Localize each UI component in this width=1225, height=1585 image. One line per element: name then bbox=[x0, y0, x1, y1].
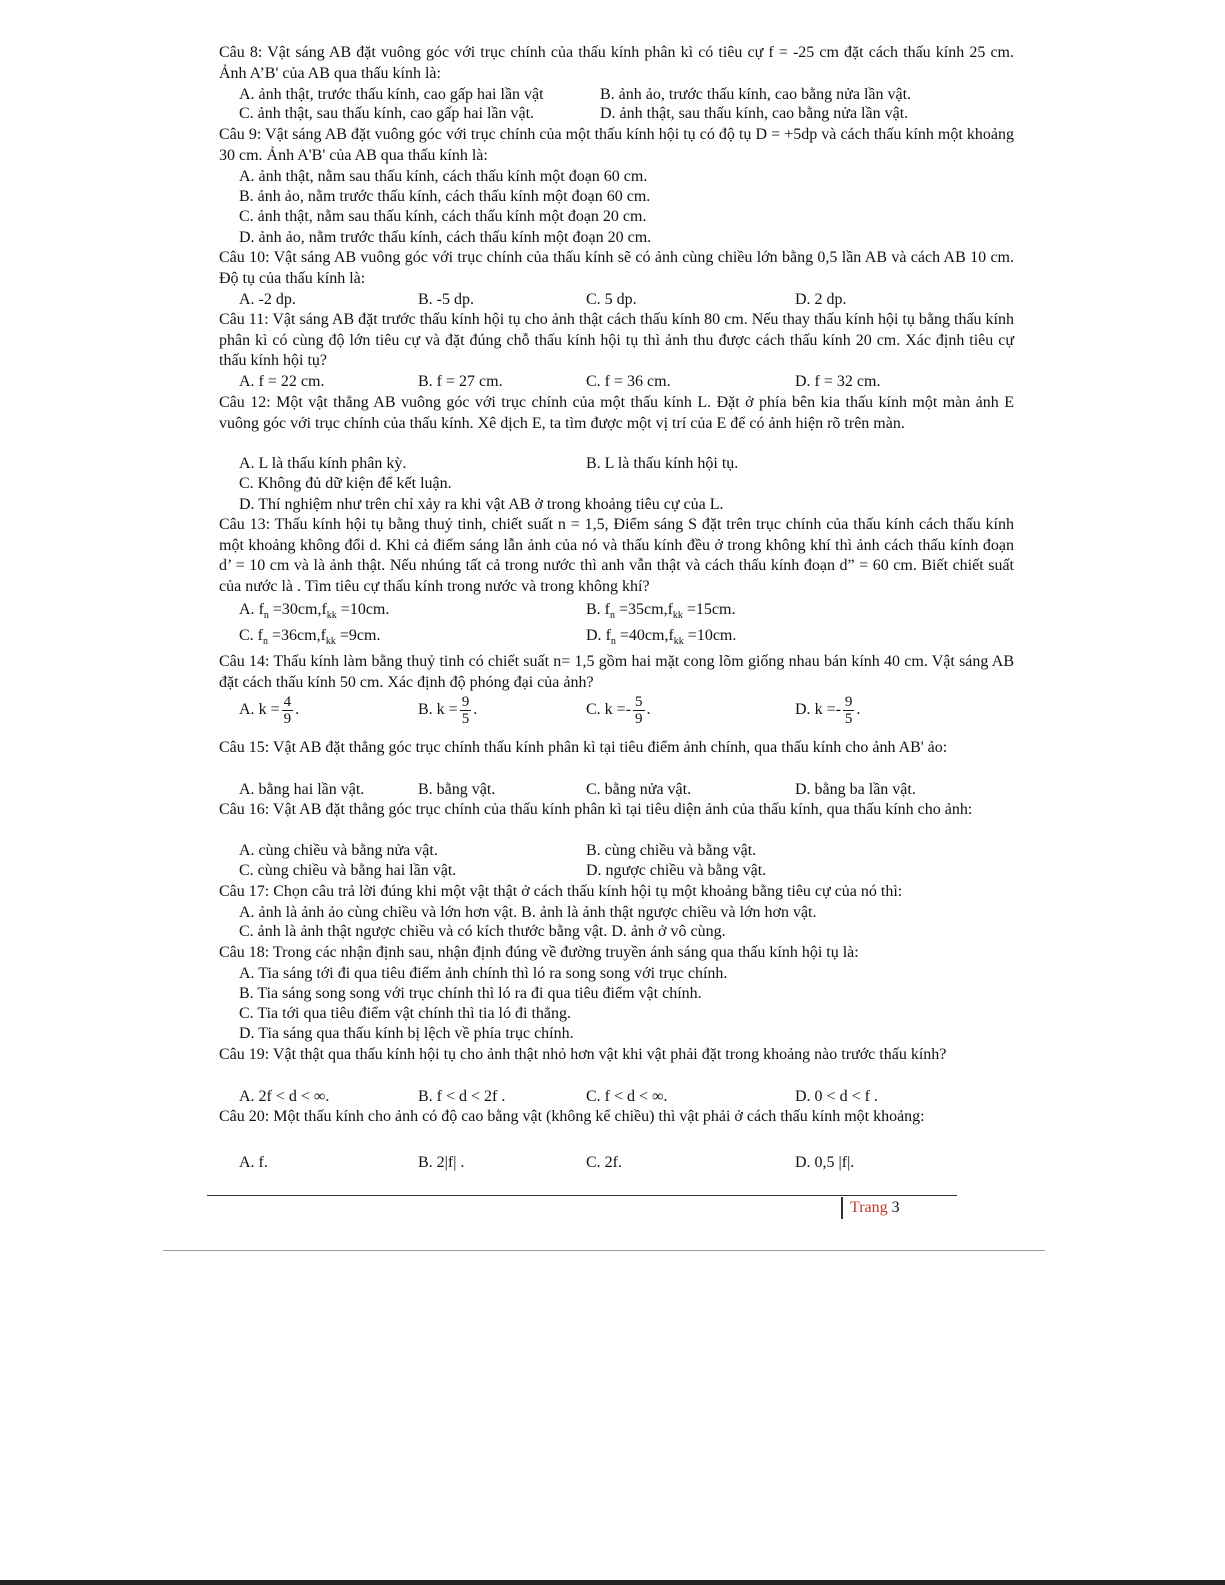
question-13-stem: Câu 13: Thấu kính hội tụ bằng thuỷ tinh, chiết suất n = 1,5, Điểm sáng S đặt trên trục chính của thấu kính cách thấu kính một khoảng không đổi d. Khi cả điểm sáng lẫn ảnh của nó và thấu kính đều ở trong không khí thì ảnh cách thấu kính đoạn d’ = 10 cm và là ảnh thật. Nếu nhúng tất cả trong nước thì anh vẫn thật và cách thấu kính đoạn d” = 60 cm. Biết chiết suất của nước là . Tìm tiêu cự thấu kính trong nước và trong không khí? bbox=[219, 516, 1014, 595]
question-8-option-d: D. ảnh thật, sau thấu kính, cao bằng nửa lần vật. bbox=[600, 105, 909, 122]
question-8-option-c: C. ảnh thật, sau thấu kính, cao gấp hai lần vật. bbox=[239, 105, 535, 122]
question-11-option-d: D. f = 32 cm. bbox=[795, 373, 881, 390]
question-9-option-c: C. ảnh thật, nằm sau thấu kính, cách thấu kính một đoạn 20 cm. bbox=[239, 208, 647, 225]
question-15-option-b: B. bằng vật. bbox=[418, 781, 496, 798]
question-9-option-d: D. ảnh ảo, nằm trước thấu kính, cách thấu kính một đoạn 20 cm. bbox=[239, 229, 652, 246]
fraction: $\frac{4}{9}$ bbox=[283, 694, 292, 727]
question-13-option-a: A. $f_n =30cm,f_{kk} =10cm$. bbox=[239, 601, 390, 622]
question-17-options-cd: C. ảnh là ảnh thật ngược chiều và có kích thước bằng vật. D. ảnh ở vô cùng. bbox=[239, 923, 726, 940]
question-12-option-d: D. Thí nghiệm như trên chỉ xảy ra khi vật AB ở trong khoảng tiêu cự của L. bbox=[239, 496, 724, 513]
question-8-stem: Câu 8: Vật sáng AB đặt vuông góc với trục chính của thấu kính phân kì có tiêu cự f = -25 cm đặt cách thấu kính 25 cm. Ảnh A’B' của AB qua thấu kính là: bbox=[219, 44, 1014, 82]
question-9-option-a: A. ảnh thật, nằm sau thấu kính, cách thấu kính một đoạn 60 cm. bbox=[239, 168, 648, 185]
question-20-option-c: C. 2f. bbox=[586, 1154, 622, 1171]
question-9-stem: Câu 9: Vật sáng AB đặt vuông góc với trục chính của một thấu kính hội tụ có độ tụ D = +5dp và cách thấu kính một khoảng 30 cm. Ảnh A'B' của AB qua thấu kính là: bbox=[219, 126, 1014, 164]
question-19-stem: Câu 19: Vật thật qua thấu kính hội tụ cho ảnh thật nhỏ hơn vật khi vật phải đặt trong khoảng nào trước thấu kính? bbox=[219, 1046, 947, 1063]
question-19-option-a: A. 2f < d < ∞. bbox=[239, 1088, 330, 1105]
question-9-option-b: B. ảnh ảo, nằm trước thấu kính, cách thấu kính một đoạn 60 cm. bbox=[239, 188, 651, 205]
question-14-option-a: A. k = $\frac{4}{9}$ . bbox=[239, 694, 300, 727]
question-14-stem: Câu 14: Thấu kính làm bằng thuỷ tinh có chiết suất n= 1,5 gồm hai mặt cong lõm giống nhau bán kính 40 cm. Vật sáng AB đặt cách thấu kính 50 cm. Xác định độ phóng đại của ảnh? bbox=[219, 653, 1014, 691]
question-18-stem: Câu 18: Trong các nhận định sau, nhận định đúng về đường truyền ánh sáng qua thấu kính hội tụ là: bbox=[219, 944, 859, 961]
question-13-option-c: C. $f_n =36cm,f_{kk} =9cm$. bbox=[239, 627, 381, 648]
question-15-stem: Câu 15: Vật AB đặt thẳng góc trục chính thấu kính phân kì tại tiêu điểm ảnh chính, qua thấu kính cho ảnh AB' ảo: bbox=[219, 739, 948, 756]
question-18-option-b: B. Tia sáng song song với trục chính thì ló ra đi qua tiêu điểm vật chính. bbox=[239, 985, 702, 1002]
question-10-option-d: D. 2 dp. bbox=[795, 291, 847, 308]
fraction: $\frac{5}{9}$ bbox=[635, 694, 643, 727]
page-number-bar bbox=[841, 1197, 843, 1219]
question-12-option-c: C. Không đủ dữ kiện để kết luận. bbox=[239, 475, 452, 492]
page-number bbox=[850, 1199, 900, 1217]
question-15-option-d: D. bằng ba lần vật. bbox=[795, 781, 916, 798]
question-8-option-b: B. ảnh ảo, trước thấu kính, cao bằng nửa lần vật. bbox=[600, 86, 912, 103]
question-16-option-a: A. cùng chiều và bằng nửa vật. bbox=[239, 842, 438, 859]
question-16-option-d: D. ngược chiều và bằng vật. bbox=[586, 862, 767, 879]
question-19-option-d: D. 0 < d < f . bbox=[795, 1088, 878, 1105]
page-number-label: Trang bbox=[850, 1199, 888, 1216]
question-15-option-c: C. bằng nửa vật. bbox=[586, 781, 692, 798]
question-20-option-a: A. f. bbox=[239, 1154, 268, 1171]
question-12-option-b: B. L là thấu kính hội tụ. bbox=[586, 455, 739, 472]
question-20-option-b: B. 2|f| . bbox=[418, 1154, 465, 1171]
question-10-stem: Câu 10: Vật sáng AB vuông góc với trục chính của thấu kính sẽ có ảnh cùng chiều lớn bằng 0,5 lần AB và cách AB 10 cm. Độ tụ của thấu kính là: bbox=[219, 249, 1014, 287]
question-18-option-d: D. Tia sáng qua thấu kính bị lệch về phía trục chính. bbox=[239, 1025, 574, 1042]
question-16-option-b: B. cùng chiều và bằng vật. bbox=[586, 842, 757, 859]
question-13-option-b: B. $f_n =35cm,f_{kk} =15cm$. bbox=[586, 601, 736, 622]
fraction: $\frac{9}{5}$ bbox=[844, 694, 853, 727]
question-13-option-d: D. $f_n =40cm,f_{kk} =10cm$. bbox=[586, 627, 737, 648]
question-20-stem: Câu 20: Một thấu kính cho ảnh có độ cao bằng vật (không kể chiều) thì vật phải ở cách thấu kính một khoảng: bbox=[219, 1108, 925, 1125]
footer-divider bbox=[207, 1195, 957, 1196]
question-8-option-a: A. ảnh thật, trước thấu kính, cao gấp hai lần vật bbox=[239, 86, 544, 103]
question-19-option-b: B. f < d < 2f . bbox=[418, 1088, 506, 1105]
page-break-line bbox=[163, 1250, 1045, 1251]
question-14-option-c: C. k =- $\frac{5}{9}$ . bbox=[586, 694, 651, 727]
question-19-option-c: C. f < d < ∞. bbox=[586, 1088, 668, 1105]
question-10-option-b: B. -5 dp. bbox=[418, 291, 474, 308]
question-11-option-b: B. f = 27 cm. bbox=[418, 373, 503, 390]
bottom-border bbox=[0, 1580, 1225, 1585]
page-number-value: 3 bbox=[891, 1199, 900, 1216]
question-17-stem: Câu 17: Chọn câu trả lời đúng khi một vật thật ở cách thấu kính hội tụ một khoảng bằng tiêu cự của nó thì: bbox=[219, 883, 903, 900]
question-14-option-b: B. k = $\frac{9}{5}$ . bbox=[418, 694, 478, 727]
question-11-stem: Câu 11: Vật sáng AB đặt trước thấu kính hội tụ cho ảnh thật cách thấu kính 80 cm. Nếu thay thấu kính hội tụ bằng thấu kính phân kì có cùng độ lớn tiêu cự và đặt đúng chỗ thấu kính hội tụ thì ảnh thu được cách thấu kính 20 cm. Xác định tiêu cự thấu kính hội tụ? bbox=[219, 311, 1014, 369]
question-16-stem: Câu 16: Vật AB đặt thẳng góc trục chính của thấu kính phân kì tại tiêu diện ảnh của thấu kính, qua thấu kính cho ảnh: bbox=[219, 801, 973, 818]
question-10-option-c: C. 5 dp. bbox=[586, 291, 637, 308]
question-16-option-c: C. cùng chiều và bằng hai lần vật. bbox=[239, 862, 457, 879]
question-15-option-a: A. bằng hai lần vật. bbox=[239, 781, 365, 798]
question-11-option-c: C. f = 36 cm. bbox=[586, 373, 671, 390]
fraction: $\frac{9}{5}$ bbox=[461, 694, 470, 727]
question-12-stem: Câu 12: Một vật thẳng AB vuông góc với trục chính của một thấu kính L. Đặt ở phía bên kia thấu kính một màn ảnh E vuông góc với trục chính của thấu kính. Xê dịch E, ta tìm được một vị trí của E để có ảnh hiện rõ trên màn. bbox=[219, 394, 1014, 432]
question-20-option-d: D. 0,5 |f|. bbox=[795, 1154, 855, 1171]
question-18-option-c: C. Tia tới qua tiêu điểm vật chính thì tia ló đi thẳng. bbox=[239, 1005, 571, 1022]
question-12-option-a: A. L là thấu kính phân kỳ. bbox=[239, 455, 407, 472]
question-17-options-ab: A. ảnh là ảnh ảo cùng chiều và lớn hơn vật. B. ảnh là ảnh thật ngược chiều và lớn hơn vật. bbox=[239, 904, 817, 921]
question-11-option-a: A. f = 22 cm. bbox=[239, 373, 325, 390]
question-14-option-d: D. k =- $\frac{9}{5}$ . bbox=[795, 694, 861, 727]
question-18-option-a: A. Tia sáng tới đi qua tiêu điểm ảnh chính thì ló ra song song với trục chính. bbox=[239, 965, 728, 982]
question-10-option-a: A. -2 dp. bbox=[239, 291, 296, 308]
